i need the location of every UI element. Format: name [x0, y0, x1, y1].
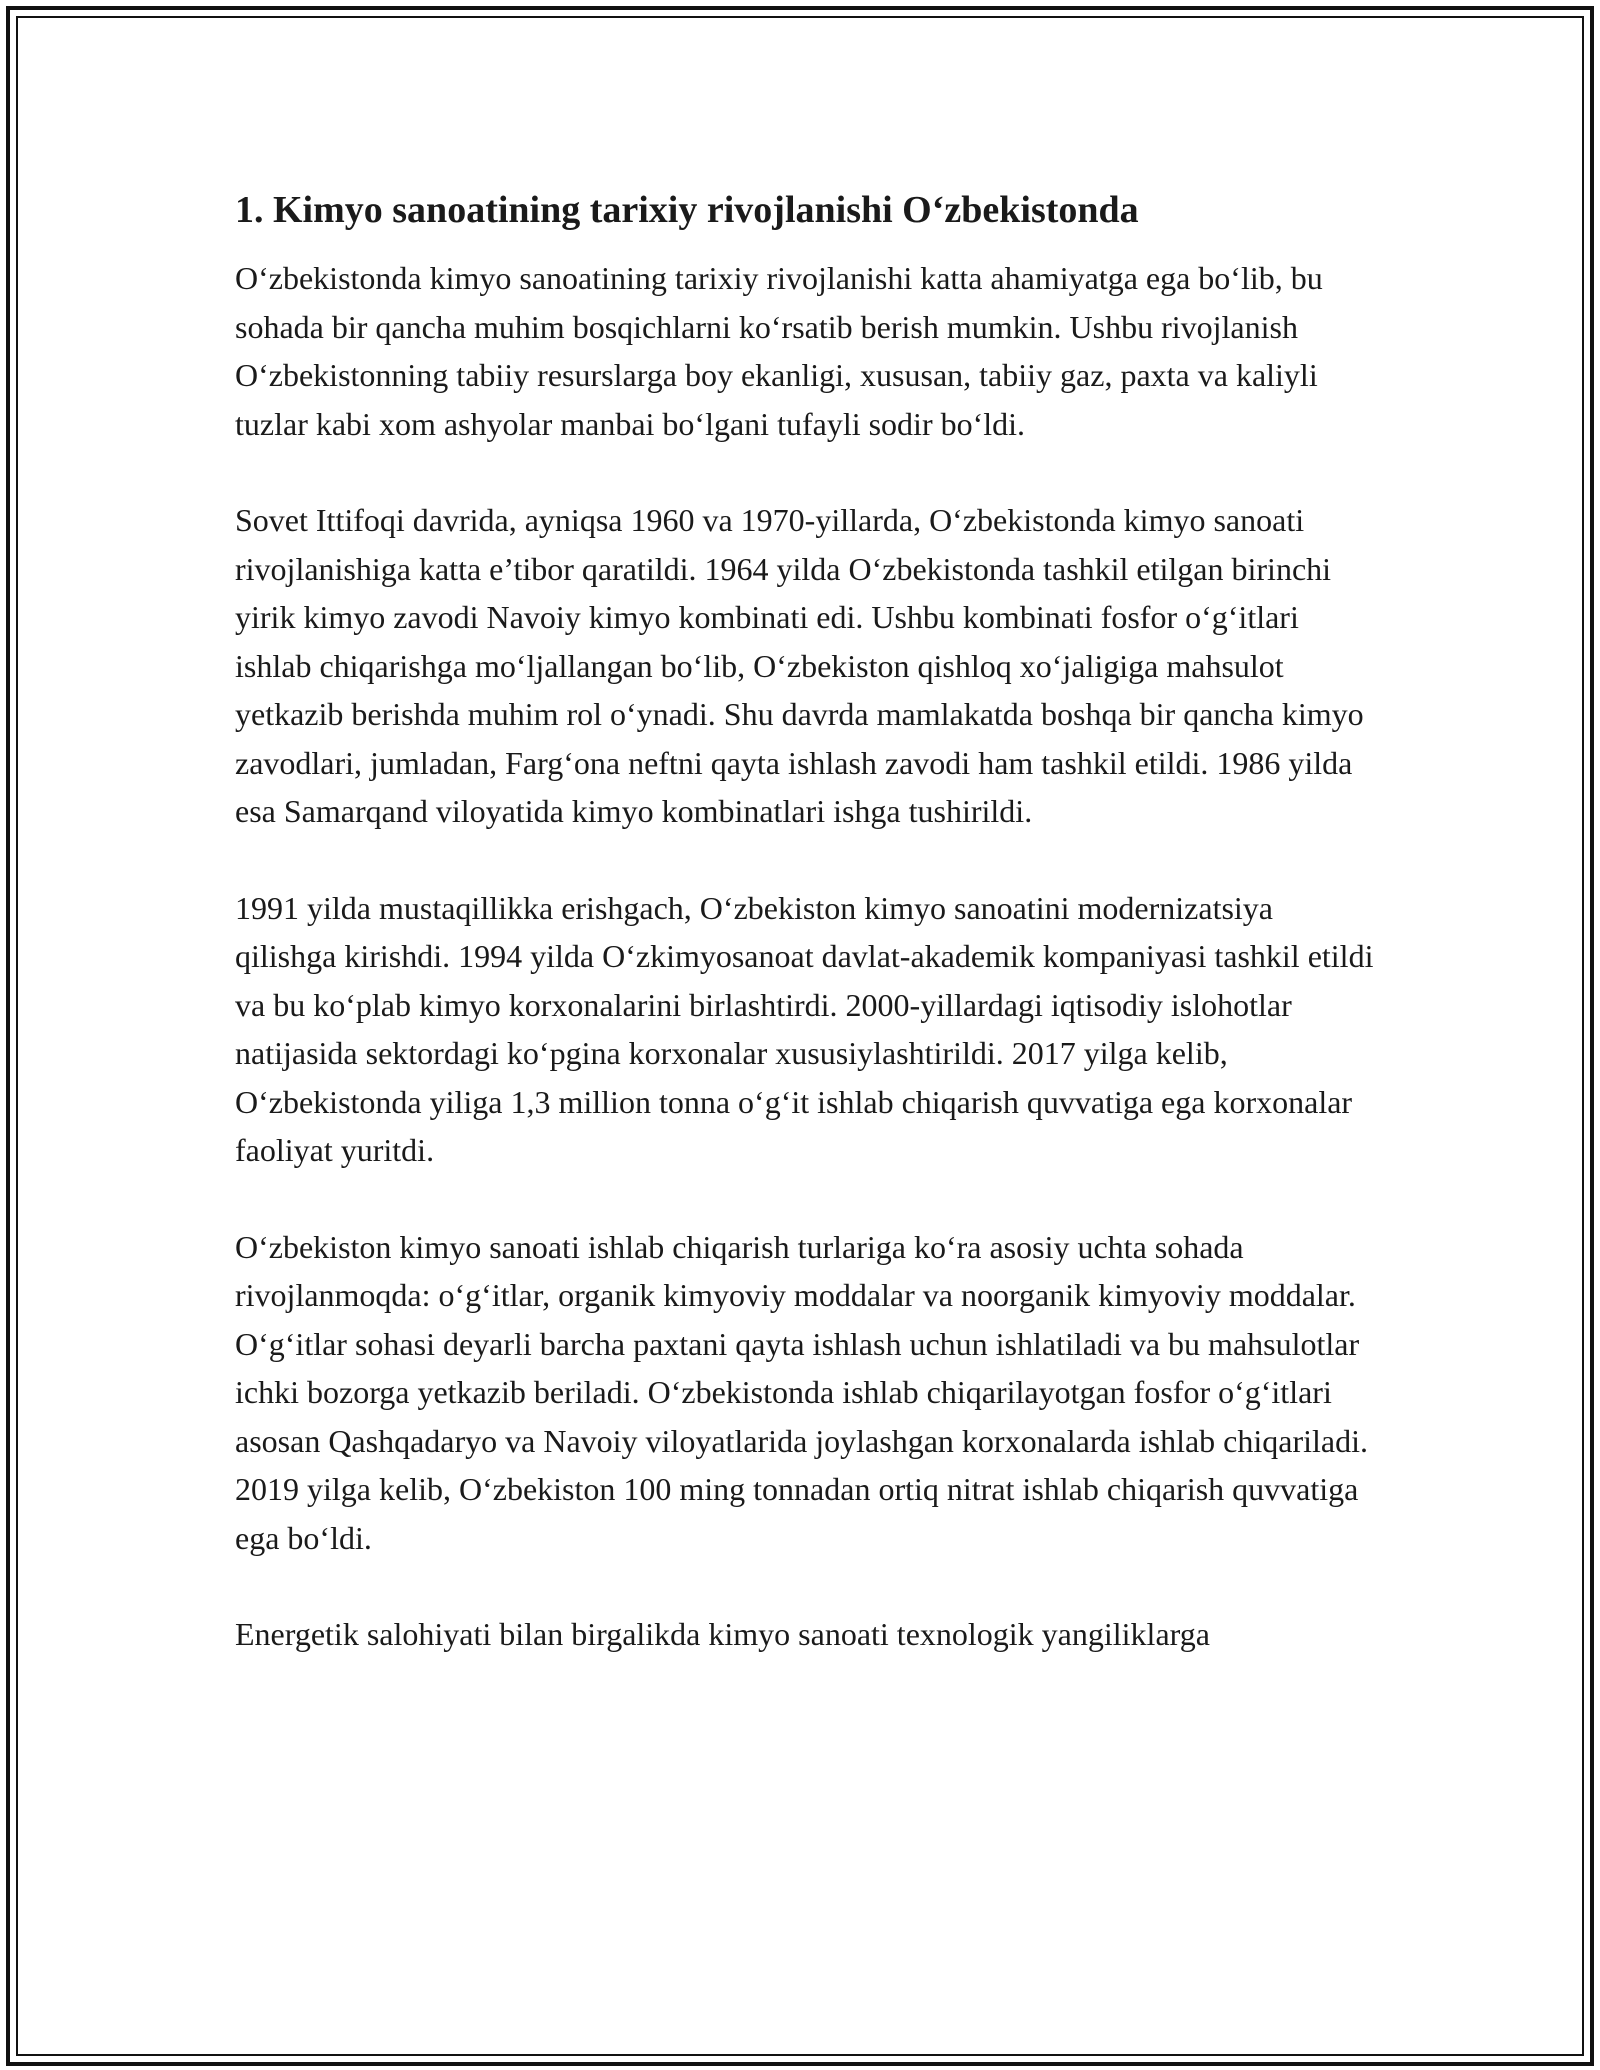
document-body	[235, 186, 1375, 1707]
paragraph-history-intro: O‘zbekistonda kimyo sanoatining tarixiy rivojlanishi katta ahamiyatga ega bo‘lib, bu sohada bir qancha muhim bosqichlarni ko‘rsatib berish mumkin. Ushbu rivojlanish O‘zbekistonning tabiiy resurslarga boy ekanligi, xususan, tabiiy gaz, paxta va kaliyli tuzlar kabi xom ashyolar manbai bo‘lgani tufayli sodir bo‘ldi.	[235, 260, 1323, 442]
section-title: 1. Kimyo sanoatining tarixiy rivojlanishi O‘zbekistonda	[235, 189, 1139, 231]
paragraph-soviet-era: Sovet Ittifoqi davrida, ayniqsa 1960 va 1970-yillarda, O‘zbekistonda kimyo sanoati rivojlanishiga katta e’tibor qaratildi. 1964 yilda O‘zbekistonda tashkil etilgan birinchi yirik kimyo zavodi Navoiy kimyo kombinati edi. Ushbu kombinati fosfor o‘g‘itlari ishlab chiqarishga mo‘ljallangan bo‘lib, O‘zbekiston qishloq xo‘jaligiga mahsulot yetkazib berishda muhim rol o‘ynadi. Shu davrda mamlakatda boshqa bir qancha kimyo zavodlari, jumladan, Farg‘ona neftni qayta ishlash zavodi ham tashkil etildi. 1986 yilda esa Samarqand viloyatida kimyo kombinatlari ishga tushirildi.	[235, 502, 1364, 829]
paragraph-energy-potential: Energetik salohiyati bilan birgalikda kimyo sanoati texnologik yangiliklarga	[235, 1616, 1210, 1652]
paragraph-independence: 1991 yilda mustaqillikka erishgach, O‘zbekiston kimyo sanoatini modernizatsiya qilishga kirishdi. 1994 yilda O‘zkimyosanoat davlat-akademik kompaniyasi tashkil etildi va bu ko‘plab kimyo korxonalarini birlashtirdi. 2000-yillardagi iqtisodiy islohotlar natijasida sektordagi ko‘pgina korxonalar xususiylashtirildi. 2017 yilga kelib, O‘zbekistonda yiliga 1,3 million tonna o‘g‘it ishlab chiqarish quvvatiga ega korxonalar faoliyat yuritdi.	[235, 889, 1374, 1168]
paragraph-industry-sectors: O‘zbekiston kimyo sanoati ishlab chiqarish turlariga ko‘ra asosiy uchta sohada rivojlanmoqda: o‘g‘itlar, organik kimyoviy moddalar va noorganik kimyoviy moddalar. O‘g‘itlar sohasi deyarli barcha paxtani qayta ishlash uchun ishlatiladi va bu mahsulotlar ichki bozorga yetkazib beriladi. O‘zbekistonda ishlab chiqarilayotgan fosfor o‘g‘itlari asosan Qashqadaryo va Navoiy viloyatlarida joylashgan korxonalarda ishlab chiqariladi. 2019 yilga kelib, O‘zbekiston 100 ming tonnadan ortiq nitrat ishlab chiqarish quvvatiga ega bo‘ldi.	[235, 1228, 1368, 1556]
